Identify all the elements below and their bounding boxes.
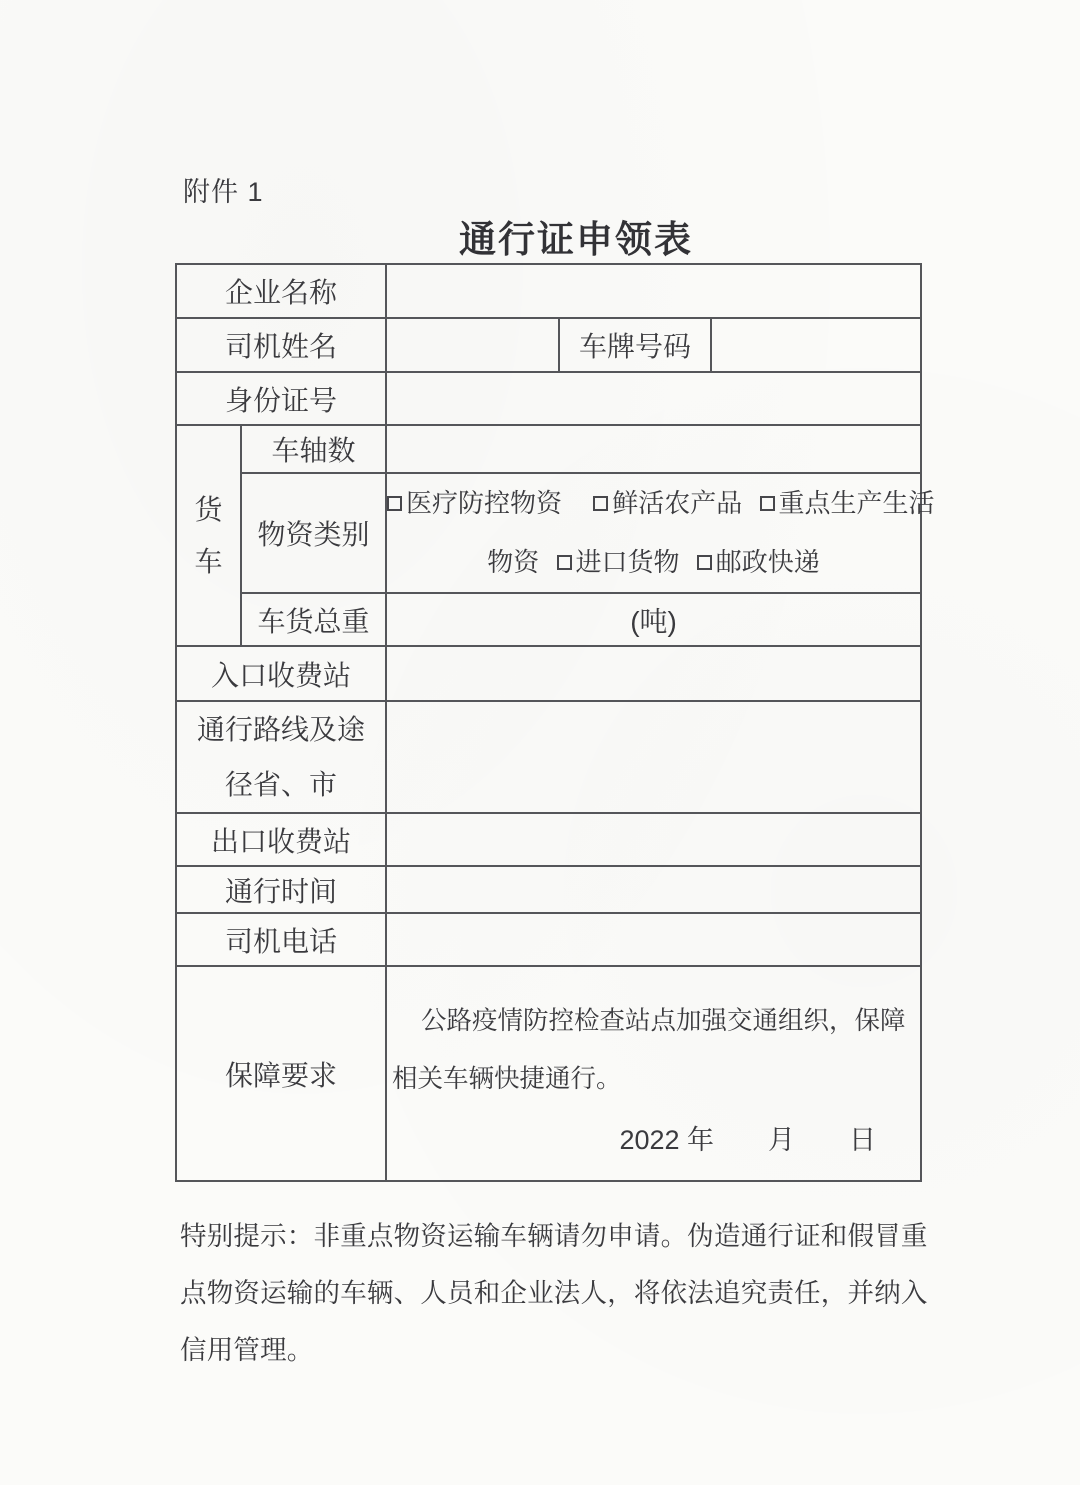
table-row	[176, 701, 921, 813]
cargo-option-label: 医疗防控物资	[406, 488, 563, 518]
checkbox-icon	[760, 496, 775, 511]
cargo-category-options	[386, 473, 935, 593]
cargo-options-line-2	[387, 533, 920, 592]
gross-weight-unit: (吨)	[386, 593, 921, 646]
route-label-line: 通行路线及途	[197, 714, 366, 745]
checkbox-icon	[557, 555, 572, 570]
cargo-option	[557, 547, 680, 577]
exit-toll-label: 出口收费站	[176, 813, 386, 866]
guarantee-label: 保障要求	[176, 966, 386, 1181]
table-row	[176, 593, 921, 646]
axle-count-label: 车轴数	[241, 425, 386, 473]
entry-toll-label: 入口收费站	[176, 646, 386, 701]
cargo-option-label: 进口货物	[575, 547, 680, 577]
route-value-cell	[386, 701, 921, 813]
cargo-options-line-1	[387, 474, 935, 533]
cargo-option-label: 鲜活农产品	[612, 488, 743, 518]
driver-name-value-cell	[386, 318, 559, 372]
driver-phone-label: 司机电话	[176, 913, 386, 966]
route-label-line: 径省、市	[225, 769, 338, 800]
axle-count-value-cell	[386, 425, 921, 473]
plate-number-value-cell	[711, 318, 921, 372]
checkbox-icon	[387, 496, 402, 511]
id-number-value-cell	[386, 372, 921, 425]
table-row	[176, 966, 921, 1181]
note-line: 信用管理。	[180, 1335, 314, 1365]
entry-toll-value-cell	[386, 646, 921, 701]
id-number-label: 身份证号	[176, 372, 386, 425]
guarantee-text-line: 相关车辆快捷通行。	[392, 1064, 622, 1093]
exit-toll-value-cell	[386, 813, 921, 866]
table-row	[176, 813, 921, 866]
driver-phone-value-cell	[386, 913, 921, 966]
checkbox-icon	[697, 555, 712, 570]
cargo-option-label: 邮政快递	[715, 547, 820, 577]
plate-number-label: 车牌号码	[559, 318, 711, 372]
cargo-option	[593, 488, 742, 518]
table-row	[176, 372, 921, 425]
cargo-option	[697, 547, 820, 577]
truck-group-cell	[176, 425, 241, 646]
cargo-option	[760, 488, 935, 518]
cargo-option-continuation: 物资	[487, 547, 540, 577]
truck-group-label: 货车	[194, 493, 223, 577]
pass-application-table	[175, 263, 935, 1182]
table-row	[176, 264, 921, 318]
checkbox-icon	[593, 496, 608, 511]
guarantee-content	[386, 966, 921, 1181]
special-note	[180, 1208, 940, 1379]
attachment-label: 附件 1	[183, 177, 264, 207]
table-row	[176, 318, 921, 372]
transit-time-label: 通行时间	[176, 866, 386, 913]
guarantee-text-line: 公路疫情防控检查站点加强交通组织，保障	[421, 1006, 906, 1035]
note-line: 点物资运输的车辆、人员和企业法人，将依法追究责任，并纳入	[180, 1278, 928, 1308]
table-row	[176, 646, 921, 701]
table-row	[176, 425, 921, 473]
note-line: 特别提示：非重点物资运输车辆请勿申请。伪造通行证和假冒重	[180, 1221, 928, 1251]
table-row	[176, 473, 921, 593]
table-row	[176, 913, 921, 966]
guarantee-date: 2022 年 月 日	[619, 1124, 877, 1155]
gross-weight-label: 车货总重	[241, 593, 386, 646]
cargo-option-label: 重点生产生活	[778, 488, 935, 518]
company-name-label: 企业名称	[176, 264, 386, 318]
company-name-value-cell	[386, 264, 921, 318]
driver-name-label: 司机姓名	[176, 318, 386, 372]
cargo-category-label: 物资类别	[241, 473, 386, 593]
page-title: 通行证申领表	[459, 219, 693, 260]
transit-time-value-cell	[386, 866, 921, 913]
table-row	[176, 866, 921, 913]
route-label	[176, 701, 386, 813]
